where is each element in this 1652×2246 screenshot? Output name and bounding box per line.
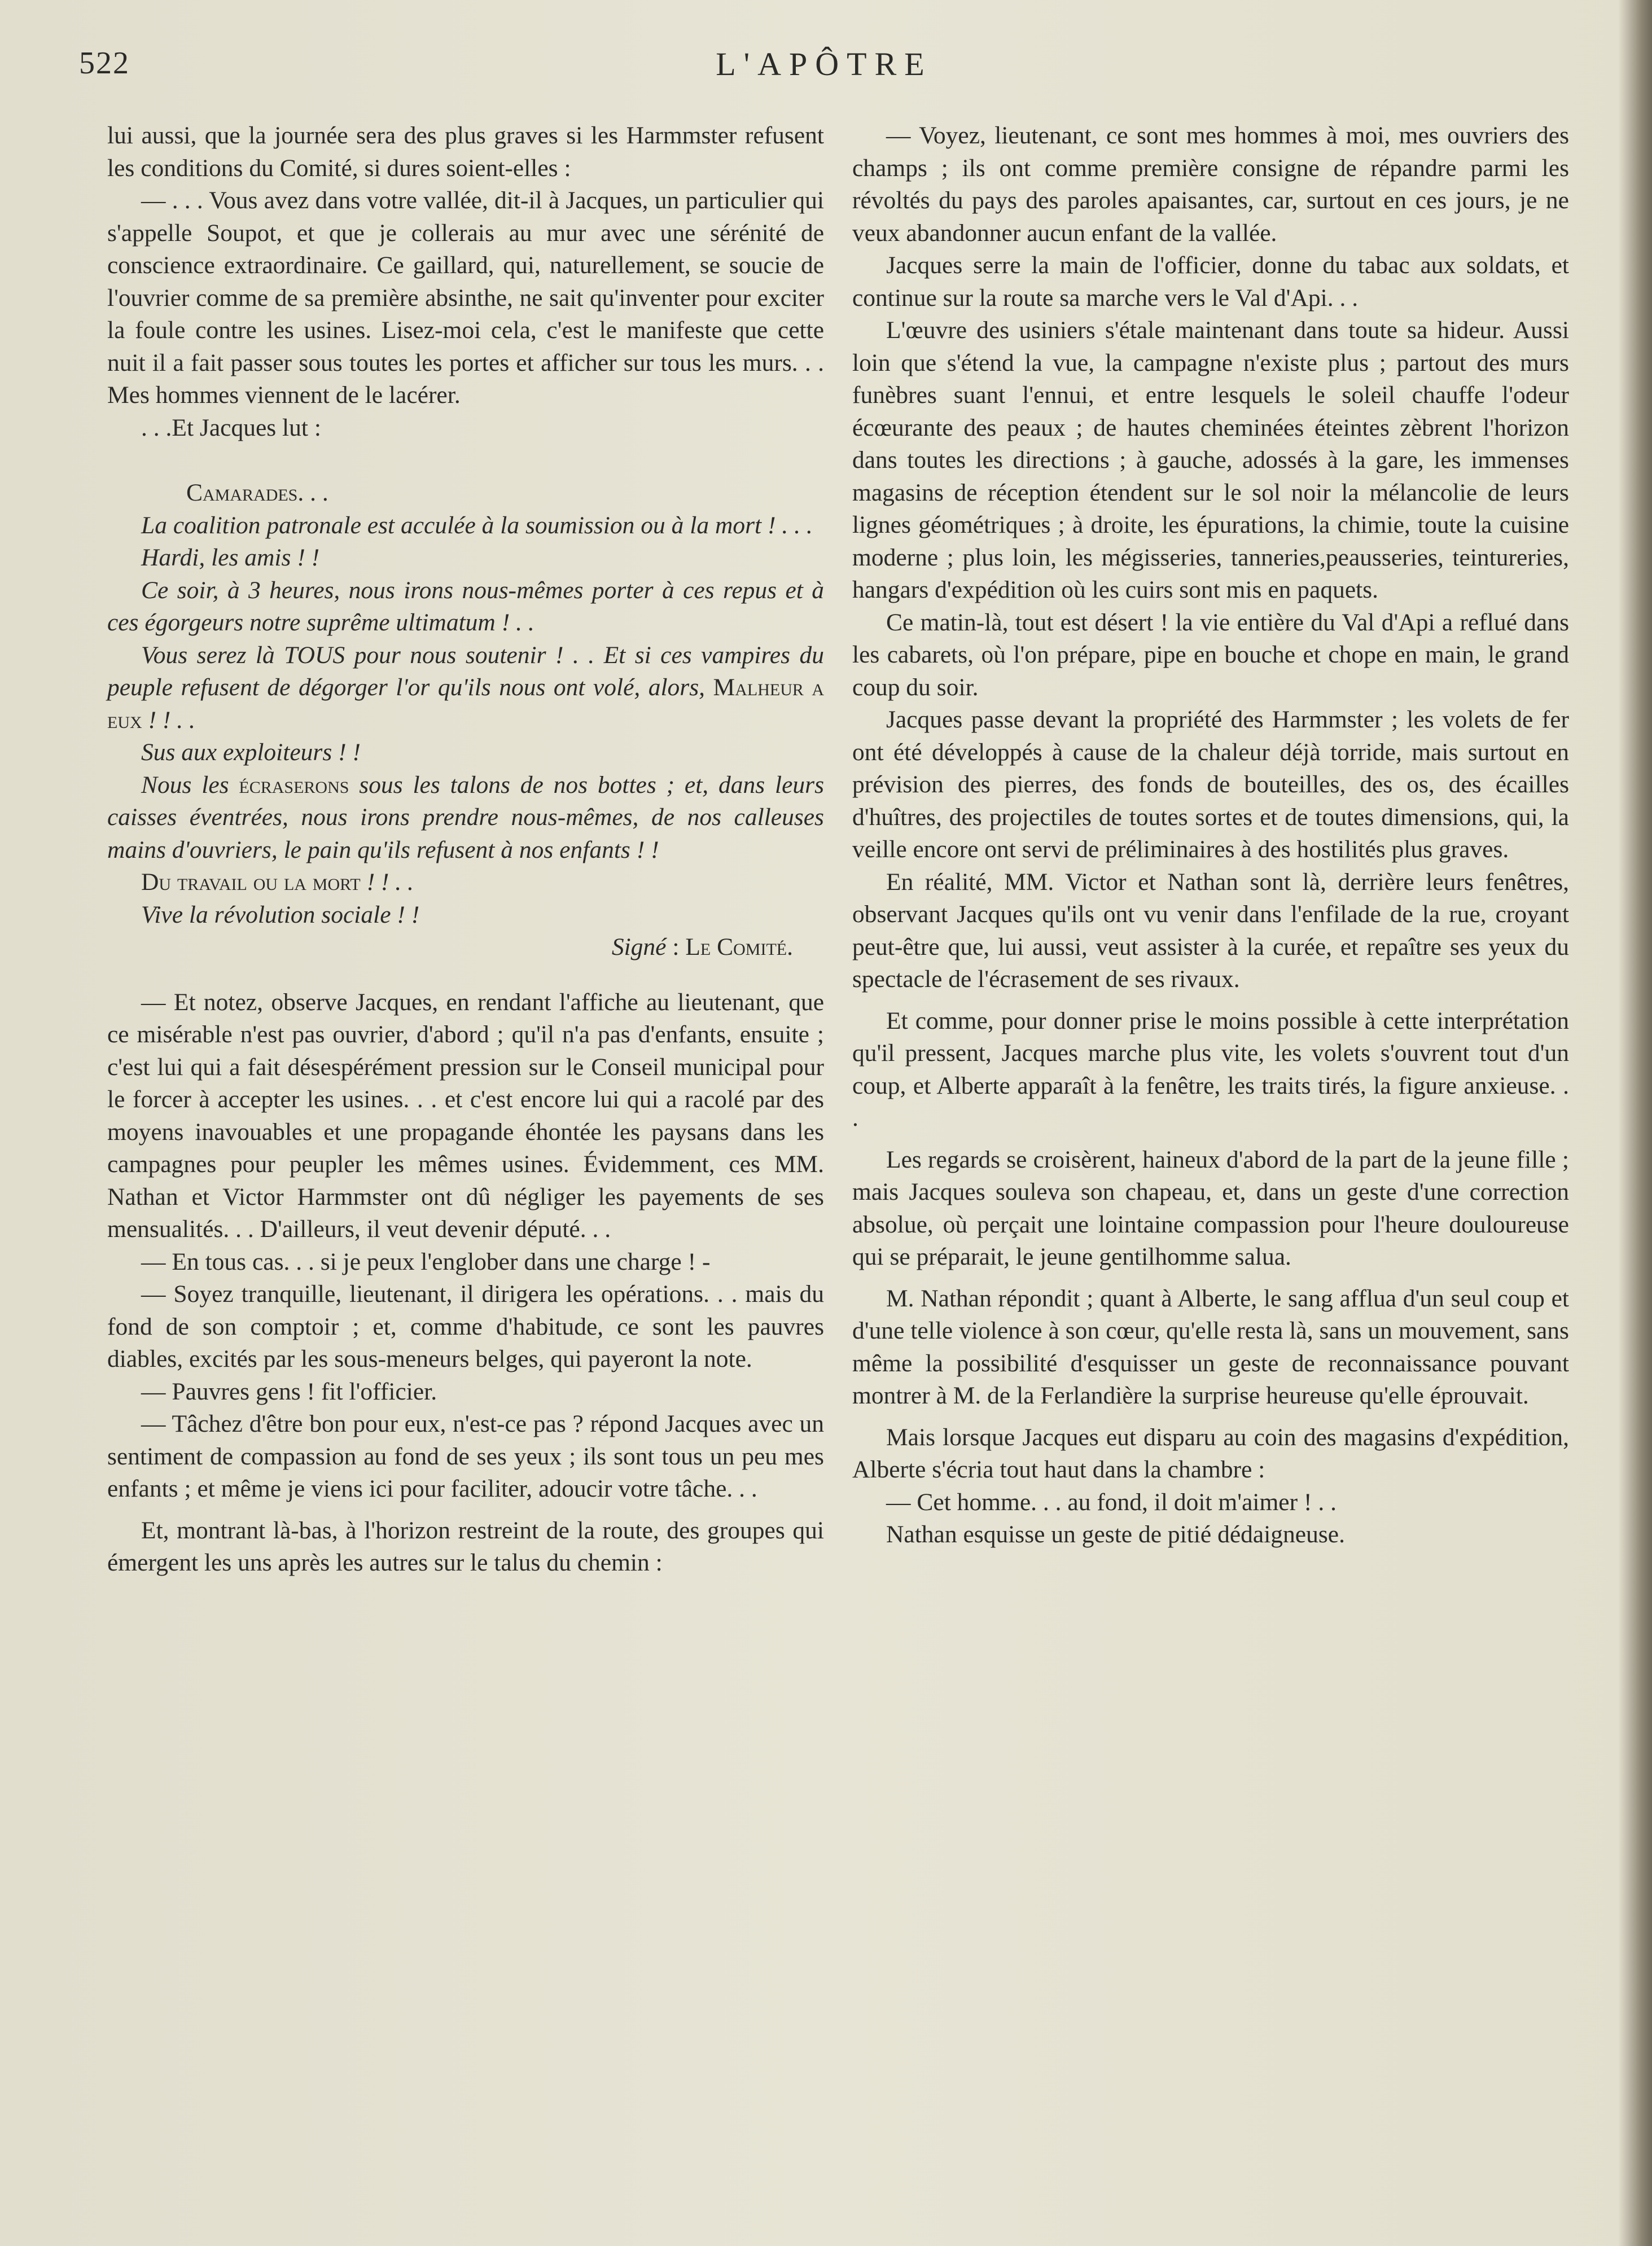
text-span: Vous serez là TOUS pour nous soutenir ! . . Et si ces vampires du peuple refusent de dégorger l'or qu'ils nous ont volé, alors, [107, 641, 824, 701]
small-caps-text: Du travail ou la mort [141, 868, 361, 896]
manifesto-line: La coalition patronale est acculée à la soumission ou à la mort ! . . . [141, 511, 813, 539]
paragraph: Jacques serre la main de l'officier, donne du tabac aux soldats, et continue sur la route sa marche vers le Val d'Api. . . [852, 252, 1569, 312]
text-span: Nous les [141, 771, 239, 799]
manifesto-line [107, 769, 824, 867]
paragraph: — . . . Vous avez dans votre vallée, dit-il à Jacques, un particulier qui s'appelle Soupot, et que je collerais au mur avec une sérénité de conscience extraordinaire. Ce gaillard, qui, naturellement, se soucie de l'ouvrier comme de sa première absinthe, ne sait qu'inventer pour exciter la foule contre les usines. Lisez-moi cela, c'est le manifeste que cette nuit il a fait passer sous toutes les portes et afficher sur tous les murs. . . Mes hommes viennent de le lacérer. [107, 187, 824, 409]
paragraph: — Soyez tranquille, lieutenant, il dirigera les opérations. . . mais du fond de son comptoir ; et, comme d'habitude, ce sont les pauvres diables, excités par les sous-meneurs belges, qui payeront la note. [107, 1280, 824, 1372]
signature-separator: : [666, 933, 686, 960]
paragraph: . . .Et Jacques lut : [141, 414, 321, 441]
running-title: L'APÔTRE [716, 46, 932, 82]
text-span: ! ! . . [360, 868, 414, 896]
binding-shadow [1618, 0, 1652, 2246]
paragraph: Et, montrant là-bas, à l'horizon restreint de la route, des groupes qui émergent les uns après les autres sur le talus du chemin : [107, 1516, 824, 1576]
paragraph: lui aussi, que la journée sera des plus graves si les Harmmster refusent les conditions du Comité, si dures soient-elles : [107, 122, 824, 182]
small-caps-text: Malheur a eux [107, 674, 825, 734]
paragraph: Et comme, pour donner prise le moins possible à cette interprétation qu'il pressent, Jacques marche plus vite, les volets s'ouvrent tout d'un coup, et Alberte apparaît à la fenêtre, les traits tirés, la figure anxieuse. . . [852, 1007, 1569, 1131]
right-column [852, 120, 1569, 1551]
paragraph: — En tous cas. . . si je peux l'englober dans une charge ! - [141, 1248, 711, 1275]
signature-label: Signé [611, 933, 667, 960]
manifesto-heading: Camarades. . . [186, 479, 328, 506]
paragraph: Mais lorsque Jacques eut disparu au coin des magasins d'expédition, Alberte s'écria tout haut dans la chambre : [852, 1423, 1569, 1483]
text-span: ! ! . . [142, 706, 195, 734]
page-header [79, 40, 1569, 96]
paragraph: — Et notez, observe Jacques, en rendant l'affiche au lieutenant, que ce misérable n'est pas ouvrier, d'abord ; qu'il n'a pas d'enfants, ensuite ; c'est lui qui a fait désespérément pression sur le Conseil municipal pour le forcer à accepter les usines. . . et c'est encore lui qui a racolé par des moyens inavouables et une propagande éhontée les paysans dans les campagnes pour peupler les mêmes usines. Évidemment, ces MM. Nathan et Victor Harmmster ont dû négliger les payements de ses mensualités. . . D'ailleurs, il veut devenir député. . . [107, 988, 824, 1243]
paragraph: En réalité, MM. Victor et Nathan sont là, derrière leurs fenêtres, observant Jacques qu'ils ont vu venir dans l'enfilade de la rue, croyant peut-être que, lui aussi, veut assister à la curée, et repaître ses yeux du spectacle de l'écrasement de ses rivaux. [852, 868, 1569, 993]
paragraph: Jacques passe devant la propriété des Harmmster ; les volets de fer ont été développés à cause de la chaleur déjà torride, mais surtout en prévision des pierres, des fonds de bouteilles, des os, des écailles d'huîtres, des projectiles de toutes sortes et de toutes dimensions, qui, la veille encore ont servi de préliminaires à des hostilités plus graves. [852, 706, 1569, 863]
paragraph: — Cet homme. . . au fond, il doit m'aimer ! . . [886, 1488, 1337, 1516]
paragraph: Ce matin-là, tout est désert ! la vie entière du Val d'Api a reflué dans les cabarets, où l'on prépare, pipe en bouche et chope en main, le grand coup du soir. [852, 608, 1569, 701]
paragraph: — Pauvres gens ! fit l'officier. [141, 1378, 437, 1405]
signature-name: Le Comité. [685, 933, 793, 960]
manifesto-line: Ce soir, à 3 heures, nous irons nous-mêmes porter à ces repus et à ces égorgeurs notre suprême ultimatum ! . . [107, 576, 824, 636]
manifesto-line [107, 866, 824, 899]
text-span: sous les talons de nos bottes ; et, dans leurs caisses éventrées, nous irons prendre nous-mêmes, de nos calleuses mains d'ouvriers, le pain qu'ils refusent à nos enfants ! ! [107, 771, 824, 863]
manifesto-signature [107, 931, 824, 964]
small-caps-text: écraserons [239, 771, 349, 799]
paragraph: L'œuvre des usiniers s'étale maintenant dans toute sa hideur. Aussi loin que s'étend la vue, la campagne n'existe plus ; partout des murs funèbres suant l'ennui, et entre lesquels le soleil chauffe l'odeur écœurante des peaux ; de hautes cheminées éteintes zèbrent l'horizon dans toutes les directions ; à gauche, adossés à la gare, les immenses magasins de réception étendent sur le sol noir la mélancolie de leurs lignes géométriques ; à droite, les épurations, la chimie, toute la cuisine moderne ; plus loin, les mégisseries, tanneries,peausseries, teintureries, hangars d'expédition où les cuirs sont mis en paquets. [852, 317, 1569, 603]
left-column [107, 120, 824, 1580]
manifesto-line [107, 639, 824, 737]
paragraph: — Voyez, lieutenant, ce sont mes hommes à moi, mes ouvriers des champs ; ils ont comme première consigne de répandre parmi les révoltés du pays des paroles apaisantes, car, surtout en ces jours, je ne veux abandonner aucun enfant de la vallée. [852, 122, 1569, 247]
paragraph: M. Nathan répondit ; quant à Alberte, le sang afflua d'un seul coup et d'une telle violence à son cœur, qu'elle resta là, sans un mouvement, sans même la possibilité d'esquisser un geste de reconnaissance pouvant montrer à M. de la Ferlandière la surprise heureuse qu'elle éprouvait. [852, 1284, 1569, 1409]
paragraph: — Tâchez d'être bon pour eux, n'est-ce pas ? répond Jacques avec un sentiment de compassion au fond de ses yeux ; ils sont tous un peu mes enfants ; et même je viens ici pour faciliter, adoucir votre tâche. . . [107, 1410, 824, 1502]
page-number: 522 [79, 46, 130, 81]
paragraph: Les regards se croisèrent, haineux d'abord de la part de la jeune fille ; mais Jacques souleva son chapeau, et, dans un geste d'une correction absolue, où perçait une lointaine compassion pour l'heure douloureuse qui se préparait, le jeune gentilhomme salua. [852, 1146, 1569, 1270]
paragraph: Nathan esquisse un geste de pitié dédaigneuse. [886, 1521, 1345, 1548]
manifesto-line: Hardi, les amis ! ! [141, 544, 320, 571]
manifesto-line: Vive la révolution sociale ! ! [141, 901, 420, 928]
manifesto-line: Sus aux exploiteurs ! ! [141, 739, 361, 766]
